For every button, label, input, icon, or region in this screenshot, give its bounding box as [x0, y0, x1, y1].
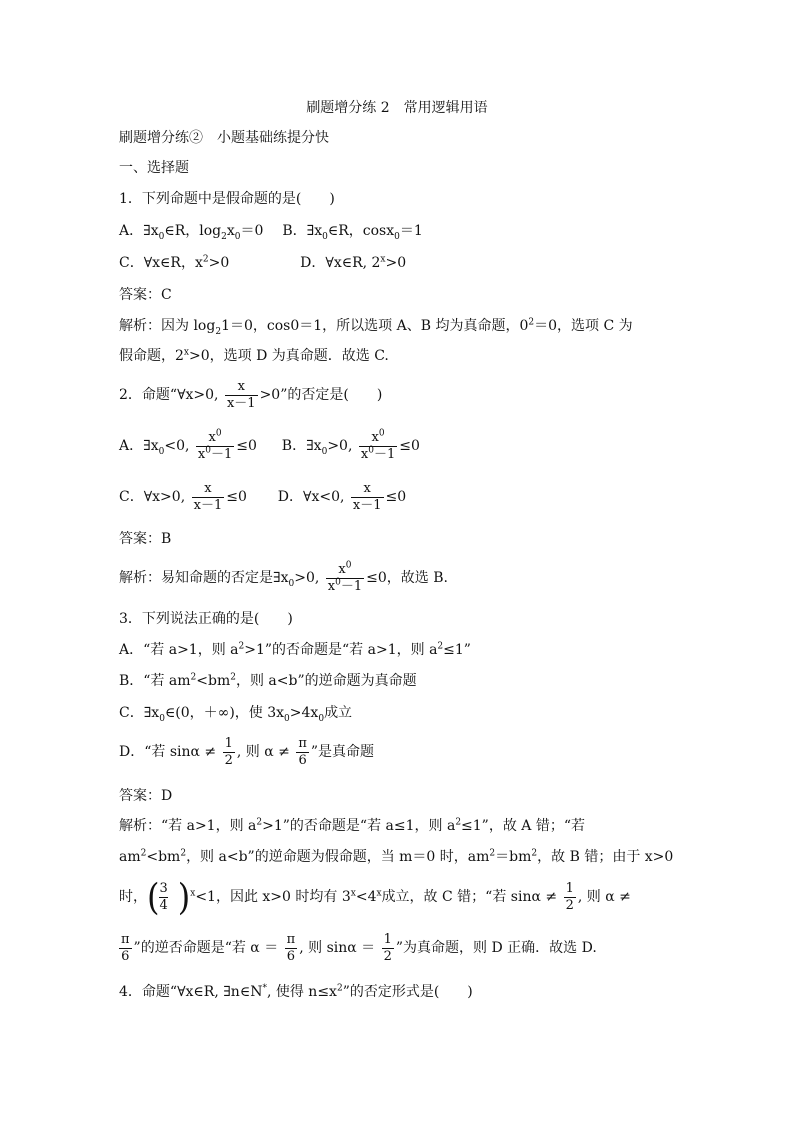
q4-stem: 4．命题“∀x∈R, ∃n∈N*, 使得 $n\le x^2$”的否定形式是( ) — [119, 983, 473, 1000]
q1-options-cd: C．∀x∈R，$x^2>0$ D．∀x∈R, $2^x>0$ — [119, 254, 407, 271]
q1-explanation-line2: 假命题，$2^x>0$，选项 D 为真命题．故选 C. — [119, 347, 389, 364]
section-heading: 一、选择题 — [119, 160, 189, 176]
document-subtitle: 刷题增分练② 小题基础练提分快 — [119, 130, 329, 146]
q3-stem: 3．下列说法正确的是( ) — [119, 611, 293, 627]
q3-explanation-line4: $\frac{\pi}{6}$ ”的逆否命题是“若 α ＝ $\frac{\pi}{6}$ , 则 sinα ＝ $\frac{1}{2}$ ”为真命题，则 D 正确．故选 D. — [121, 931, 597, 964]
document-title: 刷题增分练 2 常用逻辑用语 — [306, 100, 488, 116]
q1-options-ab: A．$\exists x_0\in R$，$\log_2x_0=0$ B．$\exists x_0\in R$，cosx$_0$＝1 — [119, 223, 423, 242]
q2-answer: 答案：B — [119, 531, 172, 547]
q1-stem: 1．下列命题中是假命题的是( ) — [119, 191, 335, 207]
q3-answer: 答案：D — [119, 788, 173, 804]
q2-explanation: 解析：易知命题的否定是$\exists x_0>0$, $\frac{x^0}{x^0-1}$ ≤0，故选 B. — [119, 560, 448, 594]
q2-options-cd: C．∀x>0, $\frac{x}{x-1}$ ≤0 D．∀x<0, $\frac{x}{x-1}$ ≤0 — [119, 480, 407, 513]
q2-stem: 2．命题“∀x>0, $\frac{x}{x-1}$ >0”的否定是( ) — [119, 378, 383, 411]
q2-options-ab: A．$\exists x_0<0$, $\frac{x^0}{x^0-1}$ ≤0 B．$\exists x_0>0$, $\frac{x^0}{x^0-1}$ ≤0 — [119, 428, 420, 462]
q3-explanation-line3: 时，( $\frac{3}{4} )^x<1$，因此 x>0 时均有 $3^x<4^x$成立，故 C 错；“若 sinα ≠ $\frac{1}{2}$ , 则 α ≠ — [119, 875, 631, 919]
q3-option-c: C．$\exists x_0\in(0$，＋∞)，使 $3x_0>4x_0$成立 — [119, 705, 353, 724]
q1-answer: 答案：C — [119, 287, 172, 303]
q3-option-d: D．“若 sinα ≠ $\frac{1}{2}$ , 则 α ≠ $\frac{\pi}{6}$ ”是真命题 — [119, 735, 375, 768]
q3-option-b: B．“若 $am^2<bm^2$，则 a<b”的逆命题为真命题 — [119, 672, 417, 689]
q3-explanation-line2: $am^2<bm^2$，则 a<b”的逆命题为假命题，当 m＝0 时，$am^2=bm^2$，故 B 错；由于 x>0 — [119, 848, 674, 865]
q1-explanation-line1: 解析：因为 $\log_21=0$，cos0＝1，所以选项 A、B 均为真命题，$0^2=0$，选项 C 为 — [119, 317, 633, 337]
q3-explanation-line1: 解析：“若 a>1，则 $a^2>1$”的否命题是“若 a≤1，则 $a^2\le 1$”，故 A 错；“若 — [119, 817, 586, 834]
q3-option-a: A．“若 a>1，则 $a^2>1$”的否命题是“若 a>1，则 $a^2\le 1$” — [119, 641, 471, 658]
